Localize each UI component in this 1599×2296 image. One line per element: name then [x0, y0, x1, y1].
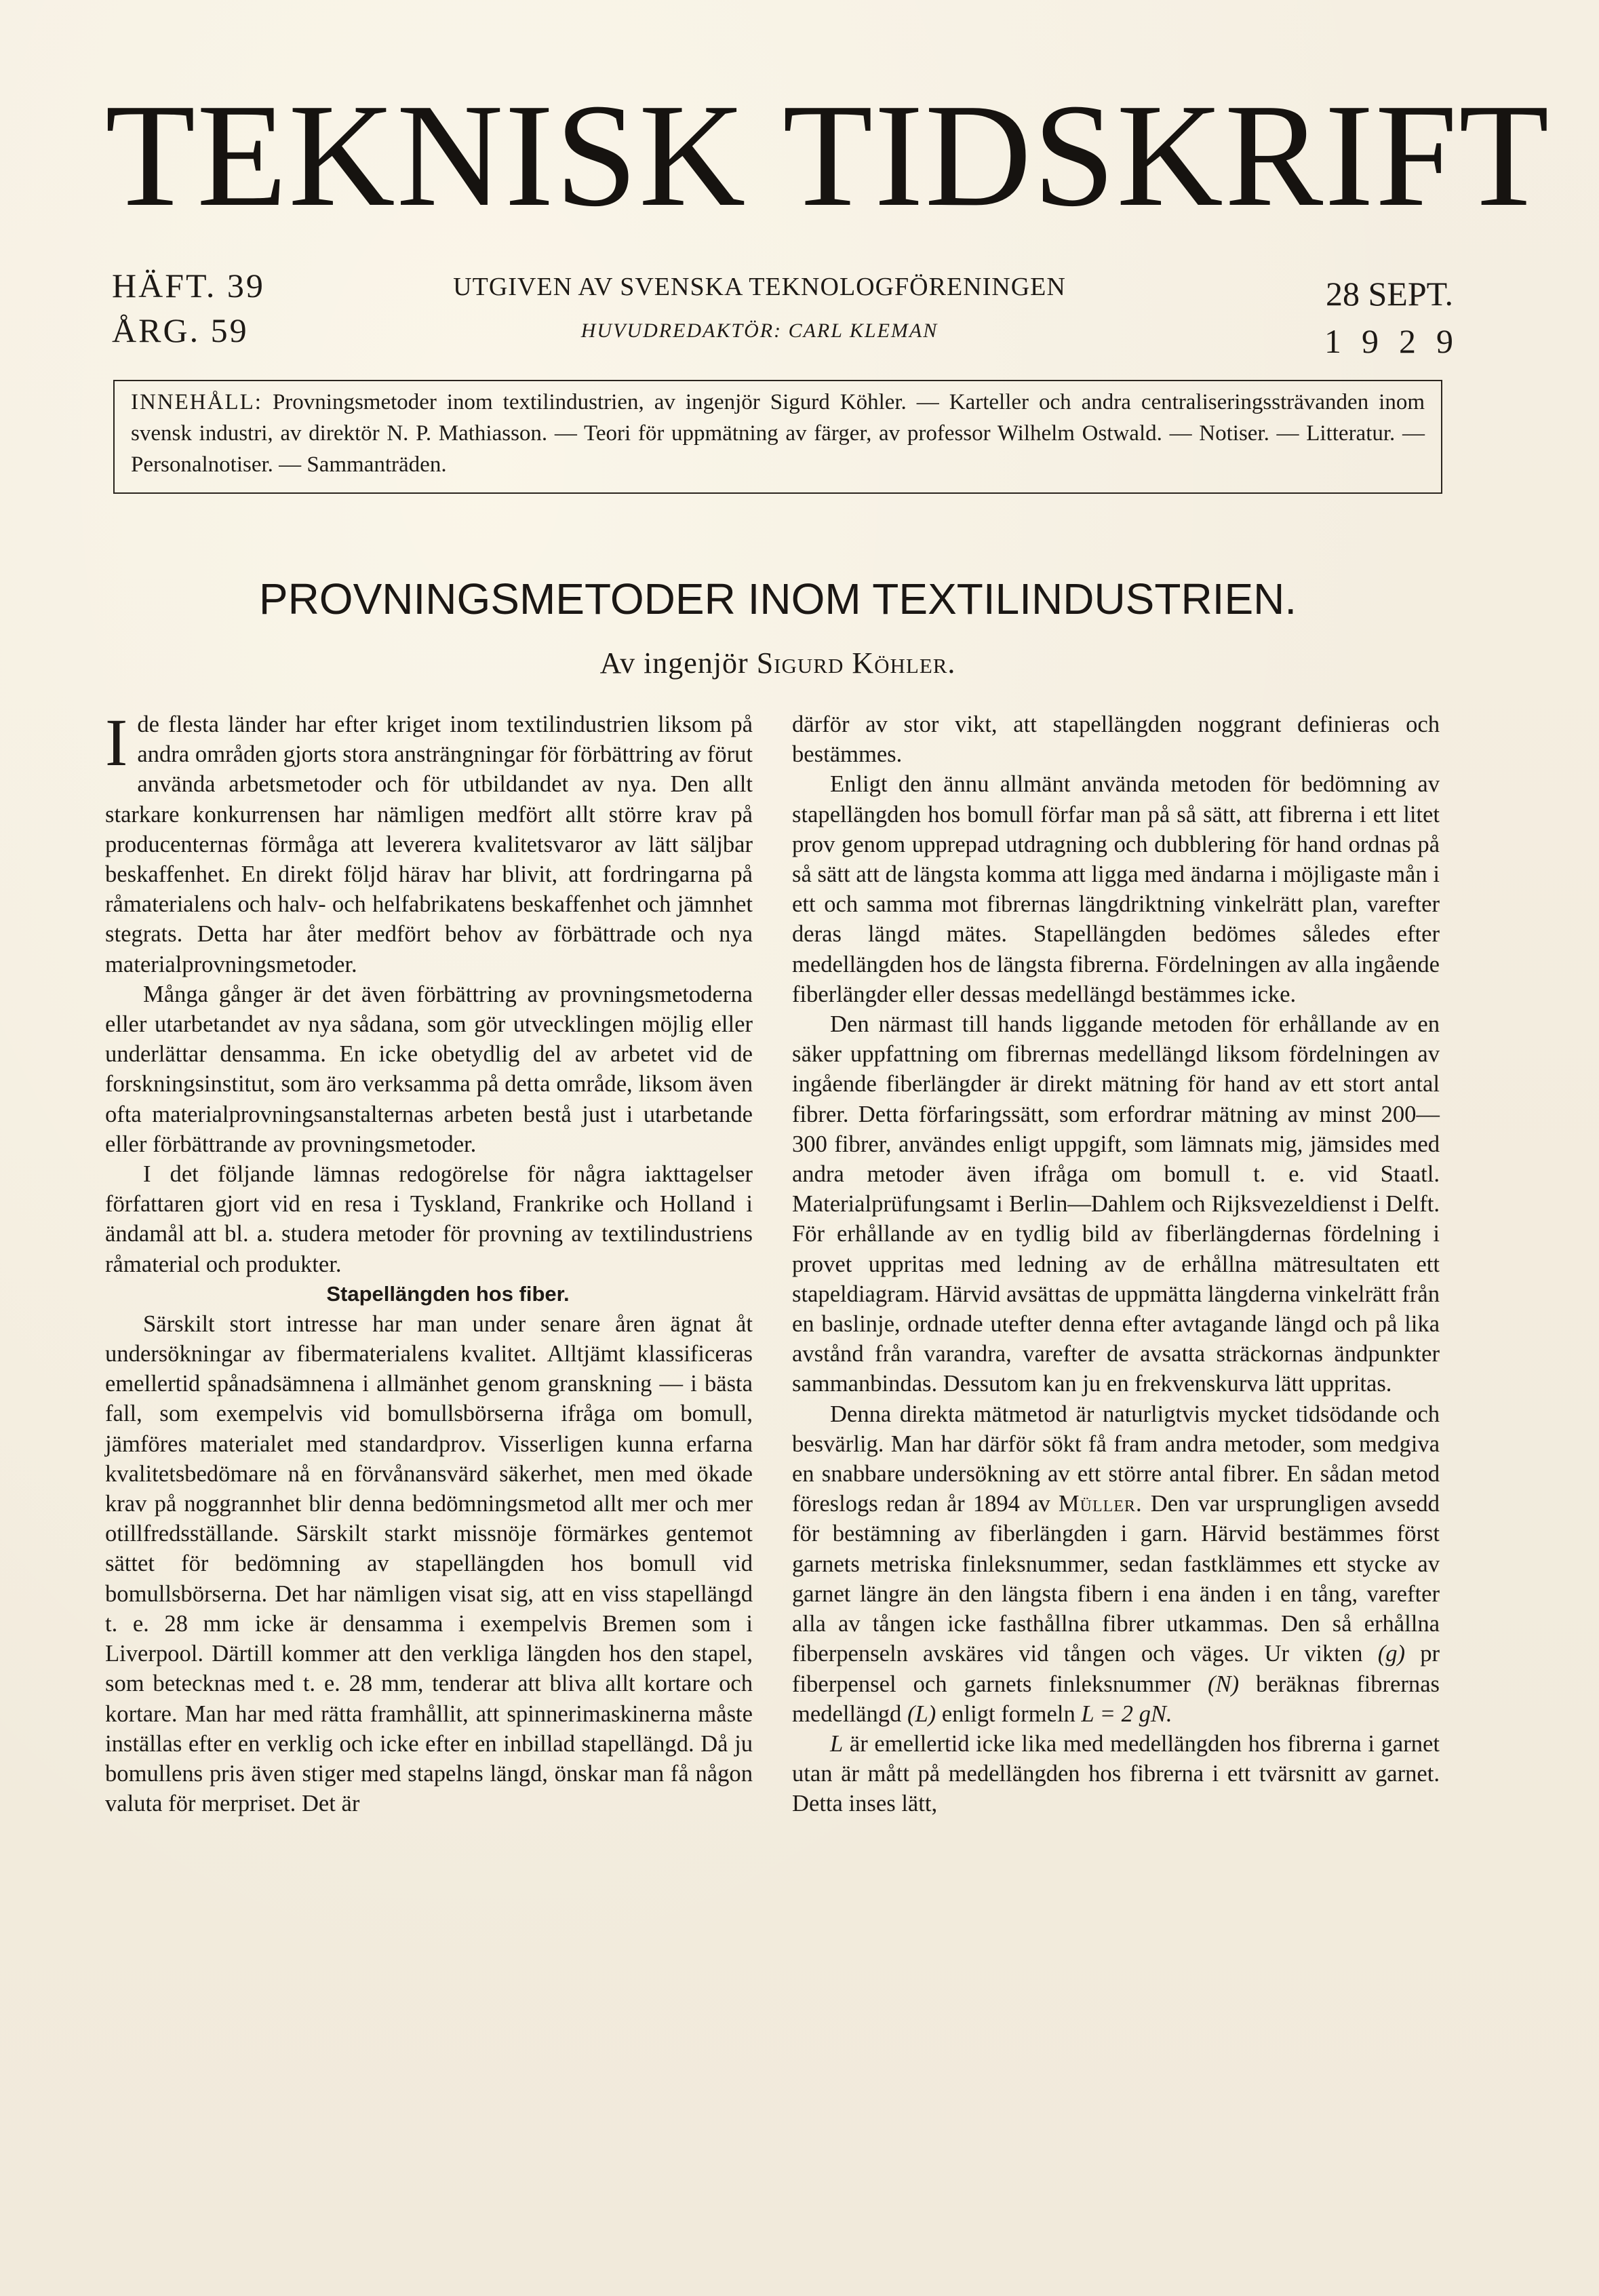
issue-year: 1929	[1324, 322, 1474, 360]
contents-text: Provningsmetoder inom textilindustrien, av ingenjör Sigurd Köhler. — Karteller och andra centraliseringssträvanden inom svensk industri, av direktör N. P. Mathiasson. — Teori för uppmätning av färger, av professor Wilhelm Ostwald. — Notiser. — Litteratur. — Personalnotiser. — Sammanträden.	[131, 390, 1425, 477]
paragraph-text: de flesta länder har efter kriget inom textilindustrien liksom på andra områden gjorts stora ansträngningar för förbättring av förut använda arbetsmetoder och för utbildandet av nya. Den allt starkare konkurrensen har nämligen medfört allt större krav på producenternas förmåga att leverera kvalitetsvaror av lätt säljbar beskaffenhet. En direkt följd härav har blivit, att fordringarna på råmaterialens och halv- och helfabrikatens beskaffenhet och jämnhet stegrats. Detta har åter medfört behov av förbättrade och nya materialprovningsmetoder.	[105, 712, 753, 977]
cited-name: Müller.	[1058, 1491, 1143, 1517]
formula: L = 2 gN.	[1081, 1700, 1172, 1727]
article-title: PROVNINGSMETODER INOM TEXTILINDUSTRIEN.	[258, 575, 1297, 623]
paragraph: Enligt den ännu allmänt använda metoden för bedömning av stapellängden hos bomull förfar man på så sätt, att fibrerna i ett litet prov genom upprepad utdragning och dubblering för hand ordnas på så sätt att de längsta komma att ligga med ändarna i möjligaste mån i ett och samma mot fibrernas längdriktning vinkelrätt plan, varefter deras längd mätes. Stapellängden bedömes således efter medellängden hos de längsta fibrerna. Fördelningen av alla ingående fiberlängder eller dessas medellängd bestämmes icke.	[792, 771, 1440, 1007]
editor-line: HUVUDREDAKTÖR: CARL KLEMAN	[580, 319, 939, 342]
variable-l: (L)	[907, 1700, 936, 1727]
paragraph: därför av stor vikt, att stapellängden noggrant definieras och bestämmes.	[792, 712, 1440, 768]
left-column	[105, 705, 753, 1818]
masthead	[105, 74, 1551, 237]
paragraph: Många gånger är det även förbättring av provningsmetoderna eller utarbetandet av nya sådana, som gör utvecklingen möjlig eller underlättar densamma. En icke obetydlig del av arbetet vid de forskningsinstitut, som äro verksamma på detta område, liksom även ofta materialprovningsanstalternas arbeten bestå just i utarbetande eller förbättrande av provningsmetoder.	[105, 981, 753, 1157]
paragraph: Den närmast till hands liggande metoden för erhållande av en säker uppfattning om fibrernas medellängd liksom fördelningen av ingående fiberlängder är direkt mätning för hand av ett stort antal fibrer. Detta förfaringssätt, som erfordrar mätning av minst 200—300 fibrer, användes enligt uppgift, som lämnats mig, jämsides med andra metoder även ifråga om bomull t. e. vid Staatl. Materialprüfungsamt i Berlin—Dahlem och Rijksvezeldienst i Delft. För erhållande av en tydlig bild av fiberlängdernas fördelning i provet uppritas med ledning av de erhållna mätresultaten ett stapeldiagram. Härvid avsättas de uppmätta längderna vinkelrätt från en baslinje, ordnade utefter denna efter avtagande längd och på lika avstånd från varandra, varefter de avsatta sträckornas ändpunkter sammanbindas. Dessutom kan ju en frekvenskurva lätt uppritas.	[792, 1011, 1440, 1397]
drop-cap: I	[105, 705, 128, 780]
paragraph	[792, 1729, 1440, 1819]
issue-info	[112, 263, 265, 353]
issue-date	[1287, 270, 1474, 365]
paragraph-text: enligt formeln	[941, 1700, 1075, 1727]
volume-number: ÅRG. 59	[112, 311, 249, 349]
paragraph: I det följande lämnas redogörelse för några iakttagelser författaren gjort vid en resa i Tyskland, Frankrike och Holland i ändamål att bl. a. studera metoder för provning av textilindustriens råmaterial och produkter.	[105, 1161, 753, 1277]
paragraph-text: är emellertid icke lika med medellängden hos fibrerna i garnet utan är mått på medellängden hos fibrerna i ett tvärsnitt av garnet. Detta inses lätt,	[792, 1730, 1440, 1817]
article-byline	[113, 643, 1442, 684]
paragraph-text: pr fiberpensel och garnets finleksnummer	[792, 1641, 1440, 1697]
issue-number: HÄFT. 39	[112, 267, 265, 305]
contents-label: INNEHÅLL:	[131, 390, 262, 414]
issue-day-month: 28 SEPT.	[1326, 275, 1453, 313]
variable-l: L	[830, 1730, 844, 1757]
paragraph	[792, 1399, 1440, 1729]
publisher-line: UTGIVEN AV SVENSKA TEKNOLOGFÖRENINGEN	[453, 273, 1066, 301]
author-name: Sigurd Köhler.	[756, 646, 956, 680]
section-heading: Stapellängden hos fiber.	[326, 1281, 570, 1306]
paragraph-text: Denna direkta mätmetod är naturligtvis mycket tidsödande och besvärlig. Man har därför sökt få fram andra metoder, som medgiva en snabbare undersökning av ett större antal fibrer. En sådan metod föreslogs redan år 1894 av	[792, 1401, 1440, 1517]
right-column	[792, 709, 1440, 1819]
paragraph	[105, 705, 753, 979]
paragraph: Särskilt stort intresse har man under senare åren ägnat åt undersökningar av fibermaterialens kvalitet. Alltjämt klassificeras emellertid spånadsämnena i allmänhet genom granskning — i bästa fall, som exempelvis vid bomullsbörserna ifråga om bomull, jämföres materialet med standardprov. Visserligen kunna erfarna kvalitetsbedömare nå en förvånansvärd säkerhet, men med ökade krav på noggrannhet blir denna bedömningsmetod allt mer och mer otillfredsställande. Särskilt starkt missnöje förmärkes gentemot sättet för bedömning av stapellängden hos bomull vid bomullsbörserna. Det har nämligen visat sig, att en viss stapellängd t. e. 28 mm icke är densamma i exempelvis Bremen som i Liverpool. Därtill kommer att den verkliga längden hos den stapel, som betecknas med t. e. 28 mm, tenderar att bliva allt kortare och kortare. Man har med rätta framhållit, att spinnerimaskinerna måste inställas efter en verklig och icke efter en inbillad stapellängd. Då ju bomullens pris även stiger med stapelns längd, önskar man få någon valuta för merpriset. Det är	[105, 1310, 753, 1817]
paragraph-text: beräknas fibrernas medellängd	[792, 1671, 1440, 1727]
table-of-contents	[113, 380, 1442, 494]
variable-g: (g)	[1377, 1641, 1406, 1667]
paragraph-text: Den var ursprungligen avsedd för bestämning av fiberlängden i garn. Härvid bestämmes först garnets metriska finleksnummer, sedan fastklämmes ett stycke av garnet längre än den längsta fibern i ena änden i en tång, varefter alla av tången icke fasthållna fibrer utkammas. Den så erhållna fiberpenseln avskäres vid tången och väges. Ur vikten	[792, 1491, 1440, 1667]
journal-title: TEKNISK TIDSKRIFT	[105, 74, 1551, 237]
byline-prefix: Av ingenjör	[599, 646, 749, 680]
variable-n: (N)	[1208, 1671, 1240, 1697]
